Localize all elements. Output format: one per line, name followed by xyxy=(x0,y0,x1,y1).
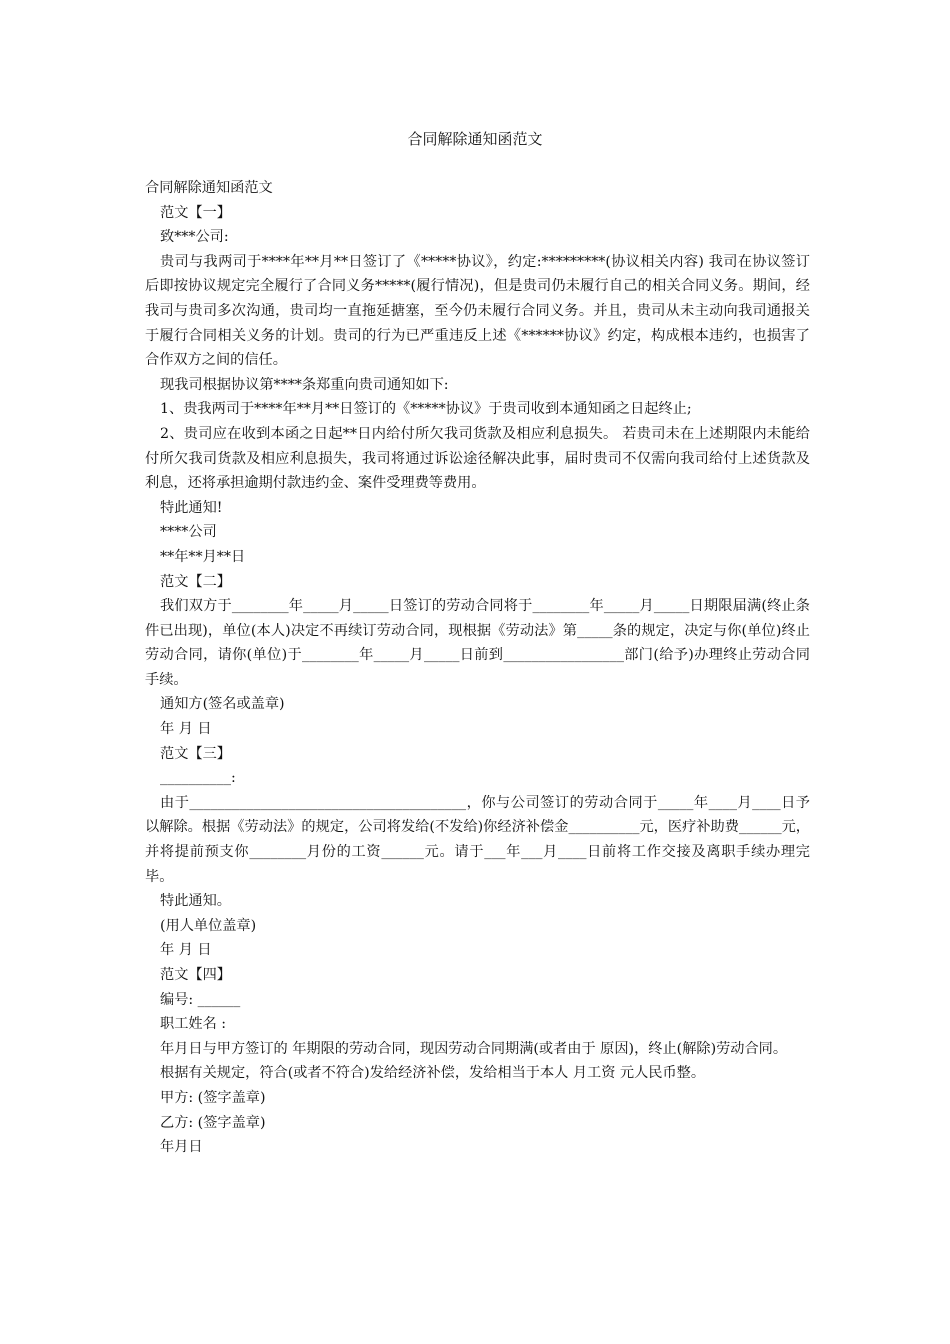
signature-line: (用人单位盖章) xyxy=(160,917,257,934)
list-item: 2、贵司应在收到本函之日起**日内给付所欠我司货款及相应利息损失。 若贵司未在上述期限内未能给付所欠我司货款及相应利息损失，我司将通过诉讼途径解决此事，届时贵司不仅需向我司给付上述货款及利息，还将承担逾期付款违约金、案件受理费等费用。 xyxy=(145,425,810,492)
signature-line: 通知方(签名或盖章) xyxy=(160,696,285,713)
date-line: 年月日 xyxy=(160,1139,203,1156)
employee-name-line: 职工姓名 : xyxy=(160,1016,227,1033)
signature-date: **年**月**日 xyxy=(160,548,246,565)
paragraph: 根据有关规定，符合(或者不符合)发给经济补偿，发给相当于本人 月工资 元人民币整。 xyxy=(160,1065,706,1082)
party-b-signature: 乙方: (签字盖章) xyxy=(160,1114,266,1131)
document-title: 合同解除通知函范文 xyxy=(407,130,543,148)
number-line: 编号: ______ xyxy=(160,991,241,1008)
paragraph: 贵司与我两司于****年**月**日签订了《*****协议》，约定:*********(协议相关内容) 我司在协议签订后即按协议规定完全履行了合同义务*****(履行情况)，但是贵司仍未履行自己的相关合同义务。期间，经我司与贵司多次沟通，贵司均一直拖延搪塞，至今仍未履行合同义务。并且，贵司从未主动向我司通报关于履行合同相关义务的计划。贵司的行为已严重违反上述《******协议》约定，构成根本违约，也损害了合作双方之间的信任。 xyxy=(145,253,810,369)
date-line: 年 月 日 xyxy=(160,721,212,738)
document-body xyxy=(145,176,810,1160)
body-heading: 合同解除通知函范文 xyxy=(145,180,273,196)
closing-line: 特此通知。 xyxy=(160,893,231,910)
section-heading-3: 范文【三】 xyxy=(160,745,231,762)
addressee: __________: xyxy=(160,770,236,787)
party-a-signature: 甲方: (签字盖章) xyxy=(160,1089,266,1106)
section-heading-2: 范文【二】 xyxy=(160,573,231,590)
date-line: 年 月 日 xyxy=(160,942,212,959)
closing-line: 特此通知! xyxy=(160,499,223,516)
section-heading-1: 范文【一】 xyxy=(160,204,231,221)
addressee: 致***公司: xyxy=(160,229,229,246)
paragraph: 年月日与甲方签订的 年期限的劳动合同，现因劳动合同期满(或者由于 原因)，终止(解除)劳动合同。 xyxy=(160,1040,788,1057)
paragraph: 现我司根据协议第****条郑重向贵司通知如下: xyxy=(160,376,449,393)
signature-company: ****公司 xyxy=(160,524,217,541)
paragraph: 我们双方于________年_____月_____日签订的劳动合同将于________年_____月_____日期限届满(终止条件已出现)，单位(本人)决定不再续订劳动合同，现根据《劳动法》第_____条的规定，决定与你(单位)终止劳动合同，请你(单位)于________年_____月_____日前到_________________部门(给予)办理终止劳动合同手续。 xyxy=(145,598,810,688)
paragraph: 由于_______________________________________，你与公司签订的劳动合同于_____年____月____日予以解除。根据《劳动法》的规定，公司将发给(不发给)你经济补偿金__________元，医疗补助费______元，并将提前预支你________月份的工资______元。请于___年___月____日前将工作交接及离职手续办理完毕。 xyxy=(145,794,810,885)
list-item: 1、贵我两司于****年**月**日签订的《*****协议》于贵司收到本通知函之日起终止; xyxy=(160,401,692,418)
section-heading-4: 范文【四】 xyxy=(160,967,231,983)
